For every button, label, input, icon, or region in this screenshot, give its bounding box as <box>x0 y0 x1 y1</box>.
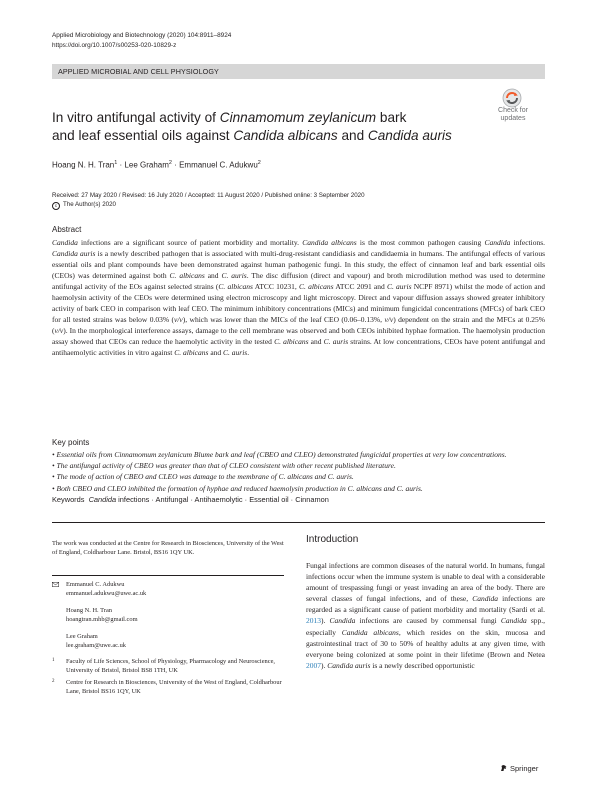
keywords-line <box>52 495 329 504</box>
section-banner <box>52 64 545 79</box>
footnote-divider <box>52 575 284 576</box>
publication-dates <box>52 191 365 210</box>
unit: v/v <box>174 315 183 325</box>
text: ATCC 2091 and <box>335 282 385 292</box>
species: C. auris <box>223 348 248 358</box>
text: . <box>247 348 250 358</box>
species: Candida <box>52 238 78 247</box>
title-text: In vitro antifungal activity of <box>52 110 220 125</box>
text: NCPF 8971) whilst the mode of action and haemolysin activity of the CEOs were determined using electron microscopy and light microscopy. Direct and vapour diffusion assays showed greater inhibitory activity of bark CEO in comparison with leaf CEO. The minimum inhibitory concentrations (MICs) and minimum fungicidal concentrations (MFCs) of bark CEO for all tested strains was below 0.03% ( <box>52 282 546 325</box>
keyword: Candida <box>88 495 117 504</box>
author-email[interactable]: lee.graham@uwe.ac.uk <box>66 641 126 649</box>
author-list <box>52 160 261 170</box>
text: , which resides on the skin, mucosa and gastrointestinal tract of 30 to 50% of healthy adults at any given time, with everyone being colonized at some point in their lifetime (Brown and Netea <box>306 627 546 659</box>
species: C. albicans <box>169 271 205 281</box>
unit: v/v <box>54 326 64 336</box>
publisher-logo <box>500 764 538 773</box>
author-separator: · <box>171 160 180 170</box>
title-species: Candida auris <box>367 127 452 143</box>
updates-label: updates <box>500 115 526 122</box>
affiliation-marker: 2 <box>257 160 261 166</box>
affiliation-text: Centre for Research in Biosciences, University of the West of England, Coldharbour Lane, Bristol BS16 1QY, UK <box>66 678 282 695</box>
work-location-note: The work was conducted at the Centre for Research in Biosciences, University of the West of England, Coldharbour Lane. Bristol, BS16 1QY UK. <box>52 540 284 556</box>
affiliation-marker: 1 <box>114 160 118 166</box>
key-point: • Both CBEO and CLEO inhibited the formation of hyphae and reduced haemolysin production in C. albicans and C. auris. <box>52 483 423 493</box>
text: ). <box>321 660 326 670</box>
text: and <box>310 337 322 347</box>
affiliation-marker: 2 <box>168 160 172 166</box>
text: infections are caused by commensal fungi <box>359 616 497 626</box>
key-point: • Essential oils from Cinnamomum zeylanicum Blume bark and leaf (CBEO and CLEO) demonstrated fungicidal properties at very low concentrations. <box>52 450 507 459</box>
check-for-updates-icon <box>502 88 522 108</box>
doi-link[interactable]: https://doi.org/10.1007/s00253-020-10829-z <box>52 41 177 49</box>
contact-block <box>52 581 284 650</box>
introduction-heading: Introduction <box>306 534 359 545</box>
text: and <box>207 271 219 281</box>
key-points-heading: Key points <box>52 438 90 447</box>
check-for-label: Check for <box>498 107 528 114</box>
species: Candida albicans <box>302 238 357 247</box>
species: C. auris <box>323 337 349 347</box>
affiliation-number: 2 <box>52 678 55 684</box>
text: ), which was lower than the MICs of the leaf CEO (0.06–0.13%, <box>182 315 383 325</box>
check-for-updates-badge[interactable] <box>490 88 536 130</box>
corresponding-author-email[interactable]: emmanuel.adukwu@uwe.ac.uk <box>66 589 147 597</box>
text: is a newly described opportunistic <box>372 660 475 670</box>
affiliation-item <box>52 679 284 697</box>
species: Candida <box>329 616 356 626</box>
author-separator: · <box>117 160 125 170</box>
introduction-body <box>306 560 545 671</box>
text: Fungal infections are common diseases of the natural world. In humans, fungal infections occur when the immune system is unable to deal with a considerable amount of trespassing fungi or yeast invading an area of the body. There are several classes of fungal infections, and of these, <box>306 561 545 604</box>
species: Candida <box>472 594 499 604</box>
species: Candida auris <box>52 249 96 259</box>
section-banner-label: APPLIED MICROBIAL AND CELL PHYSIOLOGY <box>58 67 219 76</box>
affiliation-text: Faculty of Life Sciences, School of Physiology, Pharmacology and Neuroscience, University of Bristol, Bristol BS8 1TH, UK <box>66 658 276 674</box>
text: spp., especially <box>306 616 546 637</box>
species: Candida albicans <box>341 627 399 637</box>
text: is a newly described pathogen that is associated with multi-drug-resistant candidiasis and candidaemia in humans. The antifungal effects of various essential oils and plant compounds have been demonstrated against human pathogenic fungi. In this study, the effect of cinnamon leaf and bark essential oils (CEOs) was determined against both <box>52 249 546 281</box>
author-name: Hoang N. H. Tran <box>66 606 112 614</box>
text: infections. <box>513 238 546 247</box>
copyright-line <box>52 200 365 210</box>
key-points-list <box>52 449 545 494</box>
text: infections are regarded as a significant cause of patient morbidity and mortality (Sardi et al. <box>306 594 546 615</box>
text: infections are a significant source of patient morbidity and mortality. <box>81 238 300 247</box>
open-access-icon: c <box>52 202 60 210</box>
journal-citation: Applied Microbiology and Biotechnology (2020) 104:8911–8924 <box>52 32 232 39</box>
text: ATCC 10231, <box>254 282 297 292</box>
journal-header <box>52 31 231 50</box>
text: . The disc diffusion (direct and vapour) and broth microdilution method was used to determine antifungal activity of the EOs against selected strains ( <box>52 271 546 292</box>
envelope-icon <box>52 582 59 587</box>
author-email[interactable]: hoangtran.mhb@gmail.com <box>66 615 138 623</box>
text: and <box>210 348 222 358</box>
springer-horse-icon <box>500 764 508 772</box>
author-name[interactable]: Hoang N. H. Tran <box>52 160 115 170</box>
citation-link[interactable]: 2013 <box>306 616 321 626</box>
species: C. auris <box>386 282 412 292</box>
species: C. albicans <box>298 282 334 292</box>
species: Candida <box>500 616 527 626</box>
species: C. albicans <box>174 348 209 358</box>
title-text: bark <box>376 110 407 125</box>
title-text: and <box>337 127 368 143</box>
key-point: • The mode of action of CBEO and CLEO was damage to the membrane of C. albicans and C. auris. <box>52 472 354 482</box>
affiliations <box>52 658 284 700</box>
unit: v/v <box>384 315 394 325</box>
author-name[interactable]: Lee Graham <box>124 160 169 170</box>
abstract-heading: Abstract <box>52 225 82 234</box>
abstract-body <box>52 237 545 359</box>
text: ). <box>321 616 330 626</box>
copyright-text: The Author(s) 2020 <box>63 201 116 208</box>
author-name[interactable]: Emmanuel C. Adukwu <box>179 160 258 170</box>
text: is the most common pathogen causing <box>359 238 482 247</box>
text: strains. At low concentrations, CEOs have potent antifungal and antihaemolytic activities in vitro against <box>52 337 546 358</box>
publisher-name: Springer <box>510 764 539 773</box>
text: ) dependent on the strain and the MFCs at 0.25% ( <box>52 315 545 336</box>
key-point: • The antifungal activity of CBEO was greater than that of CLEO consistent with other recent published literature. <box>52 461 396 471</box>
text: ). In the morphological interference assays, damage to the cell membrane was observed and both CEOs inhibited hyphae formation. The haemolysin production assay showed that CEOs can reduce the haemolytic activity in the tested <box>52 326 545 347</box>
title-species: Candida albicans <box>233 127 338 143</box>
title-text: and leaf essential oils against <box>52 127 234 143</box>
section-divider <box>52 522 545 523</box>
affiliation-item <box>52 658 284 676</box>
species: Candida auris <box>327 660 371 670</box>
article-title <box>52 109 492 144</box>
corresponding-author-name: Emmanuel C. Adukwu <box>66 581 125 588</box>
affiliation-number: 1 <box>52 658 55 663</box>
species: C. albicans <box>274 337 309 347</box>
title-species: Cinnamomum zeylanicum <box>219 110 377 125</box>
keyword-list: infections · Antifungal · Antihaemolytic · Essential oil · Cinnamon <box>116 495 329 504</box>
author-name: Lee Graham <box>66 632 98 640</box>
species: C. auris <box>221 271 247 281</box>
species: C. albicans <box>218 282 253 292</box>
species: Candida <box>484 238 511 247</box>
citation-link[interactable]: 2007 <box>306 660 321 670</box>
date-history: Received: 27 May 2020 / Revised: 16 July 2020 / Accepted: 11 August 2020 / Published online: 3 September 2020 <box>52 192 365 199</box>
keywords-label: Keywords <box>52 495 85 504</box>
